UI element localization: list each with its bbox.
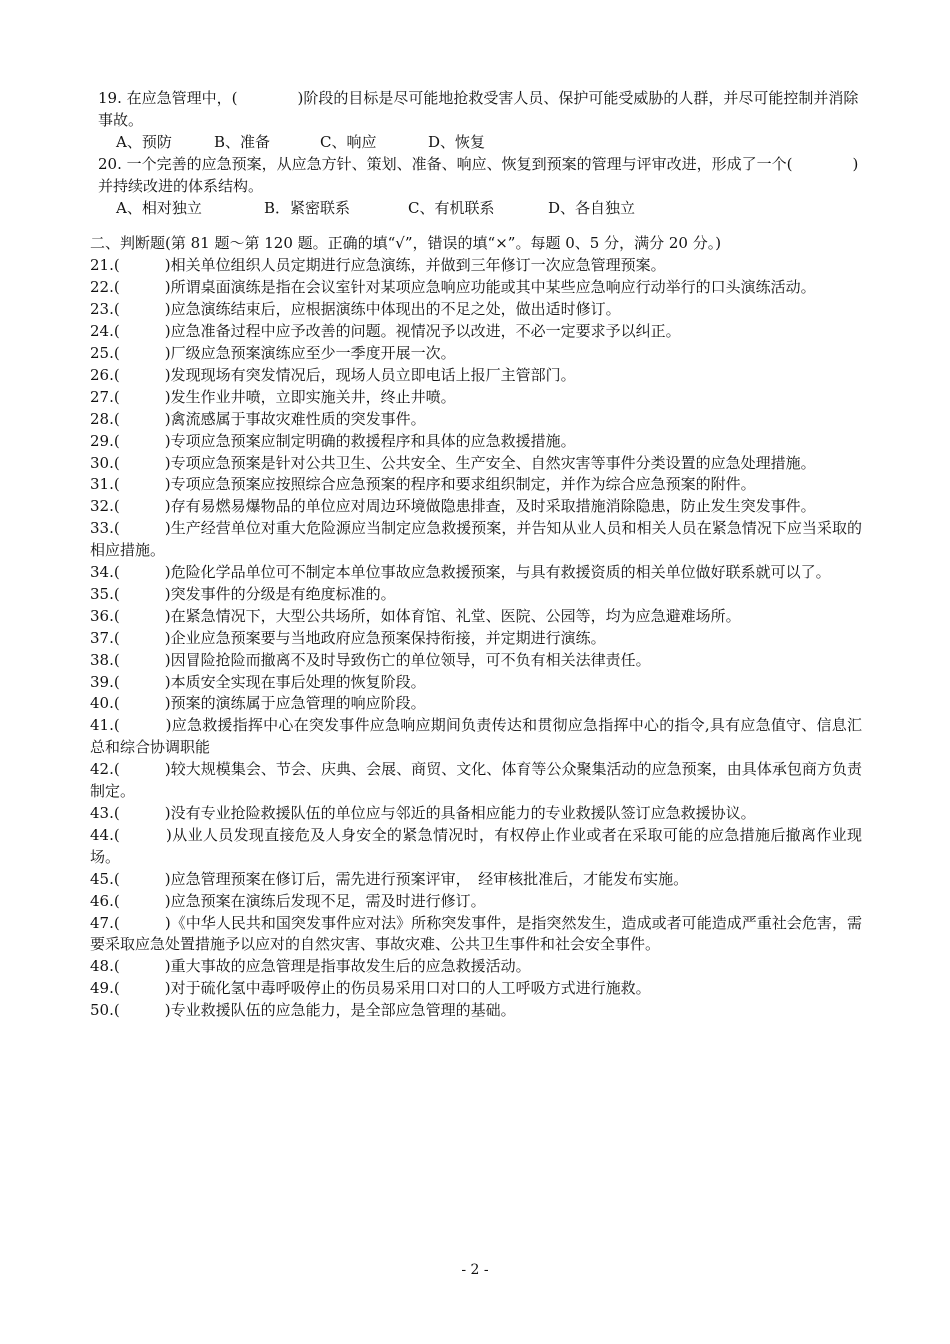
tf-question <box>90 803 862 825</box>
question-text: ( )没有专业抢险救援队伍的单位应与邻近的具备相应能力的专业救援队签订应急救援协议。 <box>113 804 756 822</box>
question-text: ( )因冒险抢险而撤离不及时导致伤亡的单位领导，可不负有相关法律责任。 <box>113 650 651 669</box>
question-text: ( )禽流感属于事故灾难性质的突发事件。 <box>113 409 426 428</box>
question-number: 46. <box>90 891 114 910</box>
question-number: 25. <box>90 343 114 362</box>
question-text: ( )生产经营单位对重大危险源应当制定应急救援预案，并告知从业人员和相关人员在紧急情况下应当采取的相应措施。 <box>90 519 862 560</box>
question-number: 41. <box>90 716 114 735</box>
tf-question <box>90 759 862 803</box>
tf-question <box>90 343 862 365</box>
options-19 <box>90 132 862 154</box>
tf-question <box>90 255 862 277</box>
question-number: 30. <box>90 453 114 472</box>
tf-question <box>90 562 862 584</box>
question-text: ( )应急预案在演练后发现不足，需及时进行修订。 <box>113 891 486 910</box>
tf-question <box>90 496 862 518</box>
tf-question <box>90 387 862 409</box>
question-text: ( )《中华人民共和国突发事件应对法》所称突发事件，是指突然发生，造成或者可能造成严重社会危害，需要采取应急处置措施予以应对的自然灾害、事故灾难、公共卫生事件和社会安全事件。 <box>90 913 862 954</box>
question-number: 37. <box>90 628 114 647</box>
question-number: 33. <box>90 519 114 538</box>
option-a: A、预防 <box>116 132 172 151</box>
option-d: D、恢复 <box>428 132 486 151</box>
tf-question <box>90 474 862 496</box>
question-text: ( )应急演练结束后，应根据演练中体现出的不足之处，做出适时修订。 <box>113 300 621 319</box>
question-number: 50. <box>90 1001 114 1020</box>
question-text: ( )对于硫化氢中毒呼吸停止的伤员易采用口对口的人工呼吸方式进行施救。 <box>113 979 651 998</box>
question-text: ( )本质安全实现在事后处理的恢复阶段。 <box>113 672 426 691</box>
question-number: 26. <box>90 365 114 384</box>
tf-question <box>90 672 862 694</box>
tf-question <box>90 891 862 913</box>
question-text: ( )应急准备过程中应予改善的问题。视情况予以改进，不必一定要求予以纠正。 <box>113 322 681 341</box>
question-number: 42. <box>90 760 114 779</box>
question-number: 27. <box>90 387 114 406</box>
tf-question <box>90 715 862 759</box>
question-text: ( )专项应急预案是针对公共卫生、公共安全、生产安全、自然灾害等事件分类设置的应急处理措施。 <box>113 453 816 472</box>
tf-question <box>90 321 862 343</box>
question-number: 19. <box>98 89 122 107</box>
question-number: 39. <box>90 672 114 691</box>
tf-question <box>90 956 862 978</box>
question-text: ( )从业人员发现直接危及人身安全的紧急情况时，有权停止作业或者在采取可能的应急措施后撤离作业现场。 <box>90 825 862 866</box>
question-text: ( )重大事故的应急管理是指事故发生后的应急救援活动。 <box>113 957 531 976</box>
tf-question <box>90 431 862 453</box>
question-text: ( )应急管理预案在修订后，需先进行预案评审， 经审核批准后，才能发布实施。 <box>113 869 689 888</box>
tf-question <box>90 693 862 715</box>
question-text: ( )较大规模集会、节会、庆典、会展、商贸、文化、体育等公众聚集活动的应急预案，由具体承包商方负责制定。 <box>90 760 862 801</box>
question-text: ( )专业救援队伍的应急能力，是全部应急管理的基础。 <box>113 1001 516 1020</box>
question-text: 一个完善的应急预案，从应急方针、策划、准备、响应、恢复到预案的管理与评审改进，形成了一个( )并持续改进的体系结构。 <box>98 154 859 195</box>
tf-question <box>90 913 862 957</box>
question-text: ( )专项应急预案应制定明确的救援程序和具体的应急救援措施。 <box>113 431 576 450</box>
question-number: 38. <box>90 650 114 669</box>
question-number: 49. <box>90 979 114 998</box>
question-number: 28. <box>90 409 114 428</box>
question-text: ( )所谓桌面演练是指在会议室针对某项应急响应功能或其中某些应急响应行动举行的口头演练活动。 <box>113 278 816 297</box>
tf-question <box>90 869 862 891</box>
tf-question <box>90 825 862 869</box>
question-number: 23. <box>90 300 114 319</box>
tf-question <box>90 606 862 628</box>
option-c: C、有机联系 <box>408 198 495 217</box>
question-text: 在应急管理中，( )阶段的目标是尽可能地抢救受害人员、保护可能受威胁的人群，并尽可能控制并消除事故。 <box>98 89 859 129</box>
options-20 <box>90 198 862 220</box>
option-d: D、各自独立 <box>548 198 636 217</box>
question-text: ( )危险化学品单位可不制定本单位事故应急救援预案，与具有救援资质的相关单位做好联系就可以了。 <box>113 563 831 582</box>
tf-question <box>90 650 862 672</box>
question-text: ( )发现现场有突发情况后，现场人员立即电话上报厂主管部门。 <box>113 365 576 384</box>
question-number: 43. <box>90 804 114 822</box>
question-number: 44. <box>90 825 114 844</box>
tf-question <box>90 453 862 475</box>
question-number: 35. <box>90 584 114 603</box>
question-text: ( )突发事件的分级是有绝度标准的。 <box>113 584 396 603</box>
question-text: ( )发生作业井喷，立即实施关井，终止井喷。 <box>113 387 456 406</box>
question-text: ( )专项应急预案应按照综合应急预案的程序和要求组织制定，并作为综合应急预案的附件。 <box>113 475 756 494</box>
tf-question <box>90 409 862 431</box>
question-number: 45. <box>90 869 114 888</box>
tf-question <box>90 518 862 562</box>
tf-question <box>90 978 862 1000</box>
tf-question <box>90 628 862 650</box>
question-number: 31. <box>90 475 114 494</box>
question-number: 47. <box>90 913 114 932</box>
question-text: ( )企业应急预案要与当地政府应急预案保持衔接，并定期进行演练。 <box>113 628 606 647</box>
question-text: ( )在紧急情况下，大型公共场所，如体育馆、礼堂、医院、公园等，均为应急避难场所。 <box>113 606 741 625</box>
tf-question <box>90 584 862 606</box>
question-19 <box>90 88 862 132</box>
question-number: 48. <box>90 957 114 976</box>
tf-question <box>90 1000 862 1022</box>
question-number: 32. <box>90 497 114 516</box>
question-number: 21. <box>90 256 114 275</box>
question-number: 20. <box>98 154 122 173</box>
tf-question <box>90 365 862 387</box>
tf-question <box>90 299 862 321</box>
question-number: 34. <box>90 563 114 582</box>
question-number: 29. <box>90 431 114 450</box>
option-b: B、准备 <box>214 132 271 151</box>
question-number: 36. <box>90 606 114 625</box>
multiple-choice-section <box>90 88 862 219</box>
question-text: ( )存有易燃易爆物品的单位应对周边环境做隐患排查，及时采取措施消除隐患，防止发生突发事件。 <box>113 497 816 516</box>
question-number: 40. <box>90 694 114 713</box>
page-number: - 2 - <box>461 1262 489 1278</box>
question-text: ( )相关单位组织人员定期进行应急演练，并做到三年修订一次应急管理预案。 <box>113 256 666 275</box>
question-20 <box>90 154 862 198</box>
question-number: 22. <box>90 278 114 297</box>
option-c: C、响应 <box>320 132 377 151</box>
question-number: 24. <box>90 322 114 341</box>
question-text: ( )厂级应急预案演练应至少一季度开展一次。 <box>113 343 456 362</box>
section-heading: 二、判断题(第 81 题～第 120 题。正确的填“√”，错误的填“×”。每题 0、5 分，满分 20 分。) <box>90 234 722 253</box>
question-text: ( )预案的演练属于应急管理的响应阶段。 <box>113 694 426 713</box>
true-false-section <box>90 255 862 1022</box>
document-page <box>90 88 862 1022</box>
question-text: ( )应急救援指挥中心在突发事件应急响应期间负责传达和贯彻应急指挥中心的指令,具有应急值守、信息汇总和综合协调职能 <box>90 716 862 757</box>
tf-question <box>90 277 862 299</box>
option-a: A、相对独立 <box>116 198 202 217</box>
option-b: B．紧密联系 <box>264 198 351 217</box>
